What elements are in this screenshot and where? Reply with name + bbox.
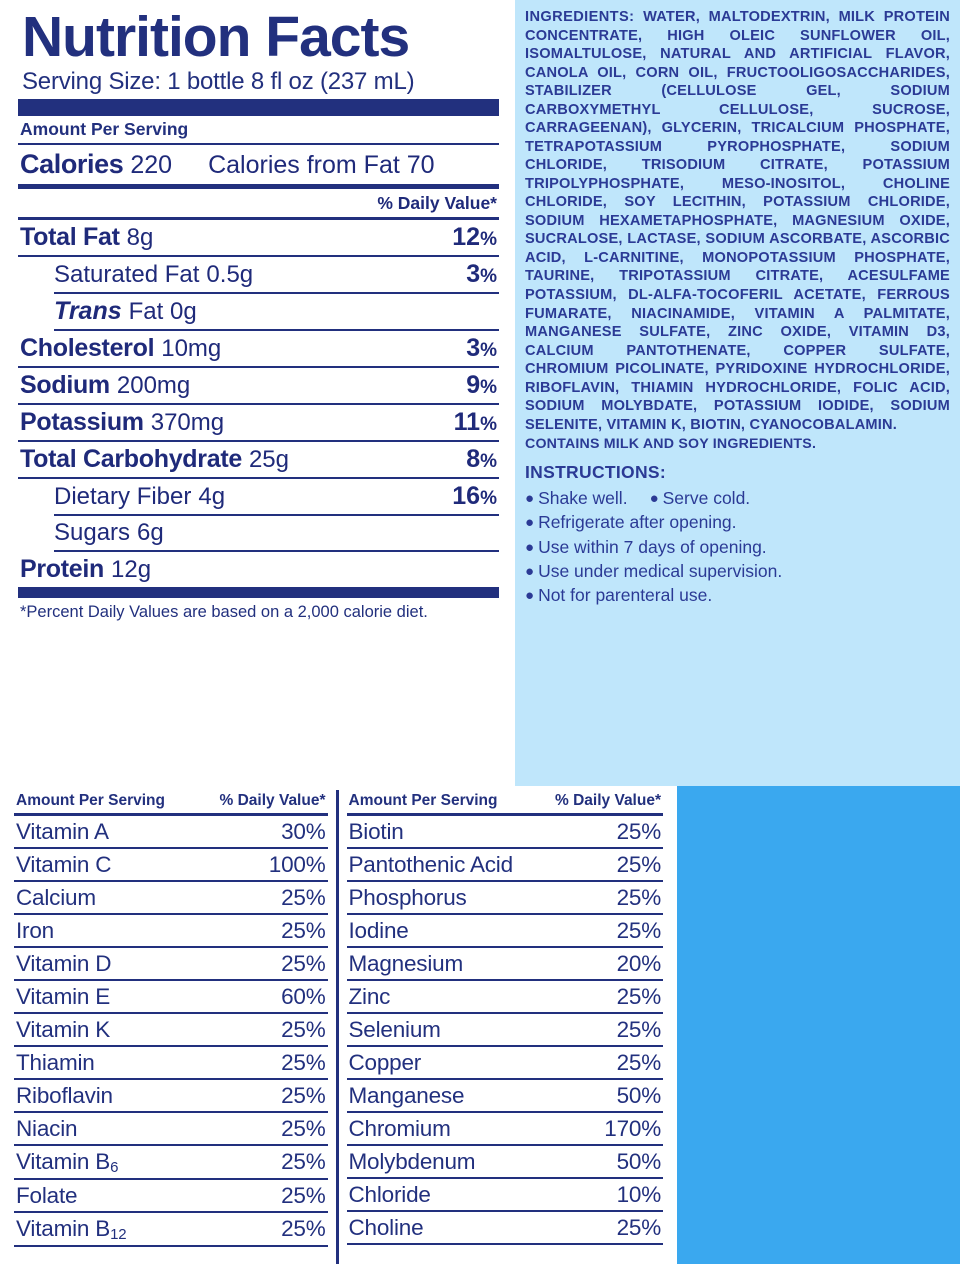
instruction-item [525, 583, 712, 607]
nutrient-name: Vitamin $B_6$ [16, 1149, 119, 1176]
instruction-item [525, 510, 737, 534]
vitamin-right-header-amount: Amount Per Serving [348, 792, 498, 809]
nutrient-daily-value: 30% [281, 819, 326, 844]
table-row [14, 1113, 328, 1146]
nutrient-name: Potassium [20, 407, 144, 436]
nutrient-row [18, 257, 499, 292]
nutrient-daily-value: 25% [281, 1017, 326, 1042]
instruction-line [525, 559, 950, 583]
nutrient-daily-value: 8% [466, 444, 497, 473]
nutrient-amount: 25g [248, 445, 289, 473]
nutrient-daily-value: 25% [616, 918, 661, 943]
instruction-text: Use within 7 days of opening. [538, 536, 767, 557]
contains-statement: CONTAINS MILK AND SOY INGREDIENTS. [525, 436, 817, 453]
daily-value-header: % Daily Value* [377, 193, 497, 214]
table-row [347, 1179, 664, 1212]
nutrient-row [18, 294, 499, 329]
amount-per-serving-label: Amount Per Serving [20, 118, 189, 139]
nutrient-name: Thiamin [16, 1050, 95, 1075]
bullet-icon: ● [649, 490, 659, 508]
nutrient-daily-value: 25% [616, 885, 661, 910]
nutrient-name: Vitamin E [16, 984, 111, 1009]
nutrient-name: Trans [54, 296, 122, 325]
page-title: Nutrition Facts [22, 5, 410, 69]
table-row [14, 1047, 328, 1080]
instruction-text: Shake well. [538, 488, 628, 509]
table-row [14, 1180, 328, 1213]
nutrient-name: Total Fat [20, 222, 120, 251]
instruction-text: Not for parenteral use. [538, 584, 713, 605]
nutrient-daily-value: 25% [616, 852, 661, 877]
bullet-icon: ● [525, 562, 535, 580]
nutrient-daily-value: 25% [616, 1215, 661, 1240]
nutrient-row [18, 220, 499, 255]
nutrient-name: Phosphorus [348, 885, 467, 910]
table-row [347, 1080, 664, 1113]
divider-thick [18, 99, 499, 116]
bullet-icon: ● [525, 490, 535, 508]
calories-value: 220 [130, 151, 173, 180]
ingredients-panel [515, 0, 960, 786]
vitamin-left-header-dv: % Daily Value* [219, 792, 326, 809]
nutrient-amount: 370mg [150, 408, 225, 436]
footnote: *Percent Daily Values are based on a 2,000 calorie diet. [20, 602, 428, 621]
ingredients-body: WATER, MALTODEXTRIN, MILK PROTEIN CONCENTRATE, HIGH OLEIC SUNFLOWER OIL, ISOMALTULOSE, NATURAL AND ARTIFICIAL FLAVOR, CANOLA OIL, CORN OIL, FRUCTOOLIGOSACCHARIDES, STABILIZER (CELLULOSE GEL, SODIUM CARBOXYMETHYL CELLULOSE, SUCROSE, CARRAGEENAN), GLYCERIN, TRICALCIUM PHOSPHATE, TETRAPOTASSIUM PYROPHOSPHATE, SODIUM CHLORIDE, TRISODIUM CITRATE, POTASSIUM TRIPOLYPHOSPHATE, MESO-INOSITOL, CHOLINE CHLORIDE, SOY LECITHIN, POTASSIUM CHLORIDE, SODIUM HEXAMETAPHOSPHATE, MAGNESIUM OXIDE, SUCRALOSE, LACTASE, SODIUM ASCORBATE, ASCORBIC ACID, L-CARNITINE, MONOPOTASSIUM PHOSPHATE, TAURINE, TRIPOTASSIUM CITRATE, ACESULFAME POTASSIUM, DL-ALFA-TOCOFERIL ACETATE, FERROUS FUMARATE, NIACINAMIDE, VITAMIN A PALMITATE, MANGANESE SULFATE, ZINC OXIDE, VITAMIN D3, CALCIUM PANTOTHENATE, COPPER SULFATE, CHROMIUM PICOLINATE, PYRIDOXINE HYDROCHLORIDE, RIBOFLAVIN, THIAMIN HYDROCHLORIDE, FOLIC ACID, SODIUM MOLYBDATE, POTASSIUM IODIDE, SODIUM SELENITE, VITAMIN K, BIOTIN, CYANOCOBALAMIN. [525, 9, 950, 433]
nutrient-name: Chloride [348, 1182, 431, 1207]
table-row [14, 948, 328, 981]
table-row [347, 849, 664, 882]
instruction-line [525, 510, 950, 534]
nutrient-name: Cholesterol [20, 333, 155, 362]
nutrient-name: Zinc [348, 984, 391, 1009]
nutrient-name: Calcium [16, 885, 96, 910]
nutrient-daily-value: 11% [453, 407, 497, 436]
instruction-line [525, 583, 950, 607]
vitamin-right-header [347, 790, 664, 813]
calories-from-fat: Calories from Fat 70 [208, 151, 435, 180]
nutrient-name: Sugars [54, 518, 131, 546]
nutrient-amount: Fat 0g [128, 297, 197, 325]
nutrient-row [18, 552, 499, 587]
table-row [14, 1014, 328, 1047]
nutrient-name: Vitamin D [16, 951, 112, 976]
nutrient-name: Dietary Fiber [54, 482, 192, 510]
vitamin-left-header [14, 790, 328, 813]
instruction-text: Serve cold. [662, 488, 751, 509]
bullet-icon: ● [525, 586, 535, 604]
table-row [14, 1146, 328, 1180]
serving-size: Serving Size: 1 bottle 8 fl oz (237 mL) [22, 67, 415, 95]
table-row [347, 1212, 664, 1245]
nutrient-name: Pantothenic Acid [348, 852, 513, 877]
nutrient-amount: 6g [137, 518, 164, 546]
table-row [347, 915, 664, 948]
table-row [14, 816, 328, 849]
table-row [347, 1047, 664, 1080]
nutrient-daily-value: 100% [268, 852, 326, 877]
nutrient-daily-value: 25% [281, 1083, 326, 1108]
table-row [347, 1014, 664, 1047]
nutrient-daily-value: 25% [281, 918, 326, 943]
nutrient-daily-value: 25% [616, 819, 661, 844]
nutrient-name: Selenium [348, 1017, 441, 1042]
nutrient-daily-value: 25% [616, 1050, 661, 1075]
nutrient-row [18, 479, 499, 514]
vitamin-column-left [6, 790, 339, 1264]
instruction-text: Refrigerate after opening. [538, 512, 737, 533]
nutrient-name: Saturated Fat [54, 260, 200, 288]
nutrient-amount: 0.5g [206, 260, 254, 288]
vitamin-column-right [339, 790, 672, 1264]
calories-label: Calories [20, 149, 124, 180]
nutrient-row [18, 368, 499, 403]
nutrient-name: Vitamin K [16, 1017, 111, 1042]
nutrient-daily-value: 3% [466, 259, 497, 288]
nutrient-row [18, 516, 499, 550]
nutrient-daily-value: 3% [466, 333, 497, 362]
instruction-line [525, 486, 950, 510]
nutrient-name: Sodium [20, 370, 110, 399]
nutrient-name: Vitamin C [16, 852, 112, 877]
table-row [347, 816, 664, 849]
vitamin-right-header-dv: % Daily Value* [555, 792, 661, 809]
nutrient-name: Protein [20, 554, 105, 583]
calories-row [18, 145, 499, 184]
nutrient-daily-value: 170% [604, 1116, 661, 1141]
nutrient-daily-value: 20% [616, 951, 661, 976]
instruction-item [525, 535, 767, 559]
nutrient-amount: 12g [111, 555, 152, 583]
nutrient-name: Molybdenum [348, 1149, 476, 1174]
ingredients-heading: INGREDIENTS: [525, 9, 635, 25]
nutrient-daily-value: 25% [616, 984, 661, 1009]
divider-bottom [18, 587, 499, 598]
nutrient-name: Folate [16, 1183, 78, 1208]
nutrient-row [18, 405, 499, 440]
nutrient-name: Choline [348, 1215, 424, 1240]
nutrient-daily-value: 25% [281, 951, 326, 976]
nutrient-daily-value: 12% [452, 222, 497, 251]
nutrient-name: Total Carbohydrate [20, 444, 242, 473]
nutrient-name: Magnesium [348, 951, 464, 976]
nutrient-rows [18, 220, 499, 587]
nutrient-name: Iodine [348, 918, 409, 943]
vitamin-mineral-table [0, 786, 677, 1264]
nutrient-name: Iron [16, 918, 54, 943]
nutrient-daily-value: 25% [281, 1050, 326, 1075]
nutrient-name: Niacin [16, 1116, 78, 1141]
vitamin-left-header-amount: Amount Per Serving [16, 792, 165, 809]
nutrient-amount: 4g [198, 482, 226, 510]
ingredients-text [525, 8, 950, 434]
table-row [347, 882, 664, 915]
nutrient-name: Biotin [348, 819, 404, 844]
nutrient-name: Riboflavin [16, 1083, 113, 1108]
table-row [14, 882, 328, 915]
nutrient-daily-value: 16% [452, 481, 497, 510]
instruction-text: Use under medical supervision. [538, 560, 783, 581]
bullet-icon: ● [525, 514, 535, 532]
nutrient-daily-value: 10% [616, 1182, 661, 1207]
nutrient-name: Copper [348, 1050, 422, 1075]
table-row [14, 981, 328, 1014]
nutrient-row [18, 331, 499, 366]
nutrient-daily-value: 25% [281, 1183, 326, 1208]
instruction-item [525, 486, 628, 510]
nutrient-amount: 200mg [116, 371, 191, 399]
nutrient-daily-value: 9% [466, 370, 497, 399]
instructions-heading: INSTRUCTIONS: [525, 462, 666, 483]
instruction-line [525, 535, 950, 559]
nutrient-daily-value: 25% [616, 1017, 661, 1042]
nutrient-daily-value: 25% [281, 1149, 326, 1174]
nutrient-name: Vitamin $B_{12}$ [16, 1216, 127, 1243]
nutrient-daily-value: 25% [281, 885, 326, 910]
table-row [14, 1080, 328, 1113]
table-row [14, 1213, 328, 1247]
table-row [347, 1146, 664, 1179]
table-row [347, 948, 664, 981]
nutrient-daily-value: 50% [616, 1083, 661, 1108]
nutrient-daily-value: 60% [281, 984, 326, 1009]
instruction-item [525, 559, 782, 583]
table-row [14, 915, 328, 948]
nutrient-name: Vitamin A [16, 819, 109, 844]
nutrient-amount: 8g [126, 223, 154, 251]
instruction-item [650, 486, 751, 510]
nutrient-daily-value: 25% [281, 1216, 326, 1241]
table-row [347, 1113, 664, 1146]
nutrient-amount: 10mg [161, 334, 222, 362]
nutrient-name: Chromium [348, 1116, 451, 1141]
bullet-icon: ● [525, 538, 535, 556]
nutrient-daily-value: 25% [281, 1116, 326, 1141]
table-row [347, 981, 664, 1014]
nutrient-name: Manganese [348, 1083, 465, 1108]
instructions-list [525, 486, 950, 607]
nutrient-row [18, 442, 499, 477]
table-row [14, 849, 328, 882]
nutrition-facts-panel [0, 0, 515, 786]
nutrient-daily-value: 50% [616, 1149, 661, 1174]
